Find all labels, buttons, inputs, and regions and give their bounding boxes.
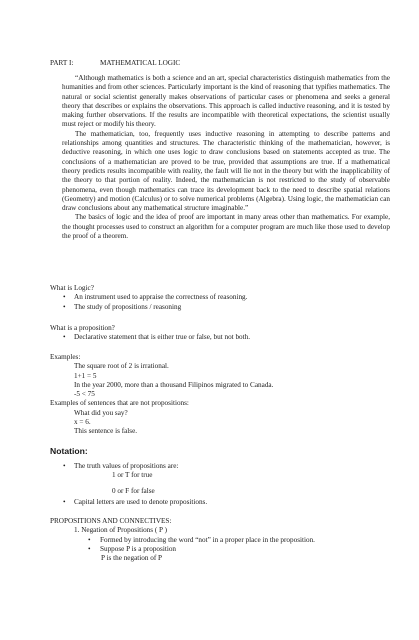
examples-section: [50, 353, 380, 437]
what-is-proposition-section: [50, 324, 380, 343]
bullet-icon: •: [88, 544, 91, 553]
bullet-icon: •: [63, 302, 66, 311]
capital-note-section: [50, 498, 380, 507]
non-example-item: x = 6.: [74, 418, 91, 427]
list-item: • The study of propositions / reasoning: [63, 302, 182, 311]
bullet-icon: •: [63, 462, 66, 470]
non-example-item: What did you say?: [74, 408, 128, 417]
bullet-icon: •: [63, 333, 66, 342]
list-item: • Capital letters are used to denote propositions.: [63, 498, 208, 506]
what-is-logic-section: [50, 284, 380, 312]
notation-heading: Notation:: [50, 446, 88, 456]
quote-paragraph-3: The basics of logic and the idea of proof are important in many areas other than mathematics. For example, the thought processes used to construct an algorithm for a computer program are much like those used to develop the proof of a theorem.: [62, 213, 390, 241]
non-example-item: This sentence is false.: [74, 427, 138, 436]
sub-list-item: • Suppose P is a proposition: [88, 544, 177, 553]
truth-value-item: 0 or F for false: [112, 486, 155, 495]
quote-paragraph-2: The mathematician, too, frequently uses inductive reasoning in attempting to describe patterns and relationships among quantities and structures. The characteristic thinking of the mathematician, however, is deductive reasoning, in which one uses logic to draw conclusions based on statements accepted as true. The conclusions of a mathematician are proved to be true, provided that assumptions are true. If a mathematical theory predicts results incompatible with reality, the fault will lie not in the theory but with the inapplicability of the theory to that portion of reality. Indeed, the mathematician is not restricted to the study of observable phenomena, even though mathematics can trace its development back to the need to describe spatial relations (Geometry) and motion (Calculus) or to solve numerical problems (Algebra). Using logic, the mathematician can draw conclusions about any mathematical structure imaginable.”: [62, 129, 390, 213]
quote-block: [62, 74, 390, 241]
list-item: • Declarative statement that is either true or false, but not both.: [63, 333, 251, 342]
section-title: MATHEMATICAL LOGIC: [100, 59, 181, 67]
bullet-icon: •: [63, 498, 66, 506]
part-label: PART I:: [50, 59, 74, 67]
list-item: • An instrument used to appraise the correctness of reasoning.: [63, 293, 248, 302]
negation-note: P is the negation of P: [101, 554, 163, 563]
quote-paragraph-1: “Although mathematics is both a science and an art, special characteristics distinguish mathematics from the humanities and from other sciences. Particularly important is the kind of reasoning that typifies mathematics. The natural or social scientist generally makes observations of particular cases or phenomena and seeks a general theory that describes or explains the observations. This approach is called inductive reasoning, and it is tested by making further observations. If the results are incompatible with theoretical expectations, the scientist usually must reject or modify his theory.: [62, 74, 390, 129]
bullet-icon: •: [88, 535, 91, 544]
example-item: The square root of 2 is irrational.: [74, 362, 169, 371]
example-item: In the year 2000, more than a thousand Filipinos migrated to Canada.: [74, 380, 274, 389]
non-examples-label: Examples of sentences that are not propositions:: [50, 399, 189, 408]
section-heading: [50, 59, 380, 68]
truth-values-section: [50, 462, 380, 496]
numbered-item: 1. Negation of Propositions ( P ): [74, 526, 167, 535]
list-item: • The truth values of propositions are:: [63, 462, 179, 470]
example-item: -5 < 75: [74, 390, 95, 399]
truth-value-item: 1 or T for true: [112, 471, 153, 480]
connectives-heading: PROPOSITIONS AND CONNECTIVES:: [50, 517, 172, 525]
examples-label: Examples:: [50, 353, 81, 361]
logic-question: What is Logic?: [50, 284, 94, 292]
proposition-question: What is a proposition?: [50, 324, 115, 332]
example-item: 1+1 = 5: [74, 371, 97, 380]
sub-list-item: • Formed by introducing the word “not” in a proper place in the proposition.: [88, 535, 315, 544]
connectives-section: [50, 517, 380, 563]
bullet-icon: •: [63, 293, 66, 302]
